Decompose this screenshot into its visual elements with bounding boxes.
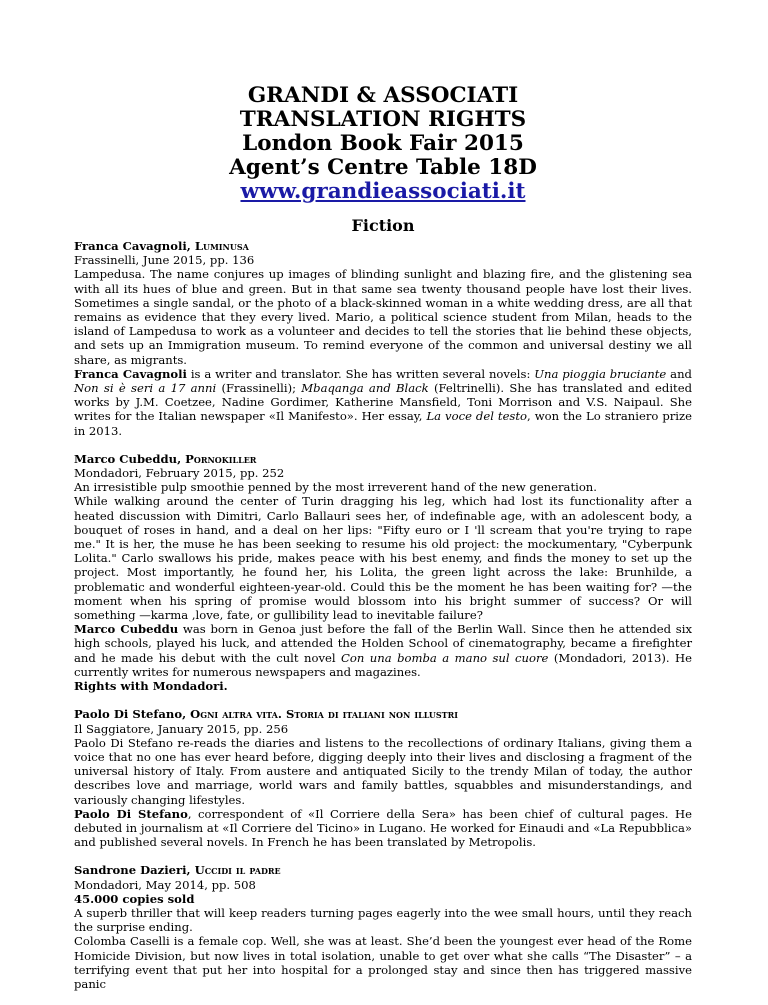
book-entry [74, 452, 692, 693]
header-subtitle: TRANSLATION RIGHTS [239, 107, 527, 132]
bio-text: , won the Lo straniero prize in 2013. [74, 409, 692, 438]
bio-work-title: Con una bomba a mano sul cuore [341, 650, 549, 665]
book-heading [74, 863, 692, 877]
document-page [74, 84, 692, 1005]
book-tagline: A superb thriller that will keep readers turning pages eagerly into the wee small hours, until they reach the surprise ending. [74, 905, 692, 935]
book-description: Lampedusa. The name conjures up images of blinding sunlight and blazing fire, and the glistening sea with all its hues of blue and green. But in that same sea twenty thousand people have lost their lives. Sometimes a single sandal, or the photo of a black-skinned woman in a white wedding dress, are all that remains as evidence that they every lived. Mario, a political science student from Milan, heads to the island of Lampedusa to work as a volunteer and decides to tell the stories that lie behind these objects, and sets up an Immigration museum. To remind everyone of the common and universal destiny we all share, as migrants. [74, 267, 692, 367]
book-title: Luminusa [194, 239, 249, 253]
bio-text: (Feltrinelli). She has translated and edited works by J.M. Coetzee, Nadine Gordimer, Katherine Mansfield, Toni Morrison and V.S. Naipaul. She writes for the Italian newspaper «Il Manifesto». Her essay, [74, 381, 692, 424]
book-entry [74, 239, 692, 438]
book-publisher: Frassinelli, June 2015, pp. 136 [74, 253, 255, 268]
bio-author-name: Marco Cubeddu [74, 622, 179, 637]
bio-work-title: La voce del testo [426, 409, 528, 424]
book-description: Paolo Di Stefano re-reads the diaries and listens to the recollections of ordinary Italians, giving them a voice that no one has ever heard before, digging deeply into their lives and disclosing a fragment of the universal history of Italy. From austere and antiquated Sicily to the trendy Milan of today, the author describes love and marriage, world wars and family battles, squabbles and misunderstandings, and variously changing lifestyles. [74, 735, 692, 807]
bio-text: is a writer and translator. She has written several novels: [186, 366, 535, 381]
bio-text: (Mondadori, 2013). He currently writes for numerous newspapers and magazines. [74, 650, 692, 679]
bio-text: and [666, 366, 692, 381]
book-heading [74, 452, 692, 466]
book-entry [74, 863, 692, 991]
book-title: Uccidi il padre [194, 863, 281, 878]
book-heading [74, 707, 692, 721]
book-description: While walking around the center of Turin dragging his leg, which had lost its functionality after a heated discussion with Dimitri, Carlo Ballauri sees her, of indefinable age, with an adolescent body, a bouquet of roses in hand, and a deal on her lips: "Fifty euro or I 'll scream that you're trying to rape me." It is her, the muse he has been seeking to resume his old project: the mockumentary, "Cyberpunk Lolita." Carlo swallows his pride, makes peace with his best enemy, and finds the money to set up the project. Most importantly, he found her, his Lolita, the green light across the lake: Brunhilde, a problematic and wonderful eighteen-year-old. Could this be the moment he has been waiting for? —the moment when his spring of promise would blossom into his bright summer of success? Or will something —karma ,love, fate, or gullibility lead to inevitable failure? [74, 494, 692, 623]
book-publisher: Mondadori, February 2015, pp. 252 [74, 466, 285, 481]
book-entry [74, 707, 692, 849]
bio-work-title: Non si è seri a 17 anni [74, 381, 217, 396]
bio-author-name: Paolo Di Stefano [74, 806, 188, 821]
section-title: Fiction [351, 216, 415, 235]
document-header [74, 84, 692, 204]
bio-text: (Frassinelli); [216, 381, 302, 396]
book-title: Ogni altra vita. Storia di italiani non illustri [190, 707, 459, 722]
bio-text: was born in Genoa just before the fall of the Berlin Wall. Since then he attended six high schools, played his luck, and attended the Holden School of cinematography, became a firefighter and he made his debut with the cult novel [74, 622, 692, 665]
bio-text: , correspondent of «Il Corriere della Sera» has been chief of cultural pages. He debuted in journalism at «Il Corriere del Ticino» in Lugano. He worked for Einaudi and «La Repubblica» and published several novels. In French he has been translated by Metropolis. [74, 806, 692, 850]
website-link[interactable]: www.grandieassociati.it [240, 179, 526, 204]
book-author: Franca Cavagnoli, [74, 239, 195, 253]
book-heading [74, 239, 692, 253]
bio-author-name: Franca Cavagnoli [74, 366, 187, 381]
book-description: Colomba Caselli is a female cop. Well, she was at least. She’d been the youngest ever head of the Rome Homicide Division, but now lives in total isolation, unable to get over what she calls “The Disaster” – a terrifying event that put her into hospital for a prolonged stay and since then has triggered massive panic [74, 934, 692, 991]
agency-name: GRANDI & ASSOCIATI [247, 83, 519, 108]
book-author: Marco Cubeddu, [74, 451, 186, 466]
rights-note: Rights with Mondadori. [74, 679, 228, 694]
book-publisher: Mondadori, May 2014, pp. 508 [74, 877, 256, 892]
book-publisher: Il Saggiatore, January 2015, pp. 256 [74, 721, 289, 736]
bio-work-title: Mbaqanga and Black [301, 381, 429, 396]
table-location: Agent’s Centre Table 18D [229, 155, 537, 180]
author-bio [74, 367, 692, 438]
sales-figure: 45.000 copies sold [74, 891, 195, 906]
book-title: Pornokiller [185, 451, 257, 466]
book-tagline: An irresistible pulp smoothie penned by the most irreverent hand of the new generation. [74, 480, 597, 495]
bio-work-title: Una pioggia bruciante [534, 366, 667, 381]
book-author: Paolo Di Stefano, [74, 707, 191, 722]
book-author: Sandrone Dazieri, [74, 863, 195, 878]
event-name: London Book Fair 2015 [242, 131, 524, 156]
author-bio [74, 807, 692, 850]
author-bio [74, 622, 692, 679]
